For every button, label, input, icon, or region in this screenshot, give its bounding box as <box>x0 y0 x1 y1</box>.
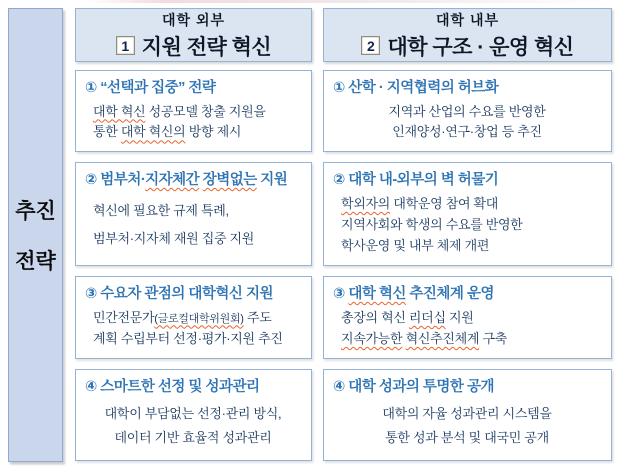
text-segment: 데이터 기반 효율적 성과관리 <box>114 429 272 445</box>
strategy-box <box>323 276 612 359</box>
misspelled-text: 혁신추진체계 <box>405 330 480 346</box>
header-external-subtitle: 대학 외부 <box>162 11 225 28</box>
sidebar-promotion-strategy <box>8 8 63 462</box>
text-segment: 대학운영 참여 확대 <box>390 195 499 211</box>
strategy-box <box>323 369 612 461</box>
strategy-box-body <box>85 99 303 145</box>
text-segment: 혁신에 필요한 규제 특례, <box>93 202 229 218</box>
text-segment: 구축 <box>479 330 507 346</box>
text-segment: ① “선택과 집중” 전략 <box>85 80 216 96</box>
body-line <box>85 430 301 446</box>
text-segment: 지역과 산업의 수요를 반영한 <box>388 103 546 119</box>
body-line <box>333 406 601 422</box>
boxed-number-1: 1 <box>116 36 135 55</box>
strategy-box-title <box>333 282 603 303</box>
strategy-box-body <box>85 305 303 352</box>
body-line <box>93 231 301 247</box>
body-line <box>341 196 601 212</box>
strategy-box-body <box>333 305 603 352</box>
strategy-box <box>323 162 612 266</box>
boxed-number-2: 2 <box>361 36 380 55</box>
column-internal <box>323 8 612 461</box>
sidebar-label-line1: 추진 <box>15 200 56 223</box>
text-segment: 성공모델 창출 지원을 <box>145 103 266 119</box>
strategy-box-body <box>333 191 603 259</box>
strategy-box-title <box>85 282 303 303</box>
strategy-box-body <box>85 398 303 454</box>
body-line <box>341 331 601 347</box>
misspelled-text: 리더십 <box>408 309 446 325</box>
text-segment: ④ 대학 성과의 투명한 공개 <box>333 379 494 395</box>
strategy-box <box>75 70 312 152</box>
body-line <box>333 124 601 140</box>
text-segment: ③ <box>333 286 349 302</box>
text-segment: 총장의 혁신 <box>341 309 409 325</box>
text-segment: 대학의 자율 성과관리 시스템을 <box>382 405 552 421</box>
text-segment: 방향 제시 <box>185 124 242 140</box>
body-line <box>333 430 601 446</box>
text-segment: 주도 <box>243 309 272 325</box>
text-segment: 통한 성과 분석 및 대국민 공개 <box>385 429 549 445</box>
strategy-box-body <box>333 398 603 454</box>
column-external <box>75 8 312 461</box>
strategy-box-title <box>85 375 303 396</box>
strategy-box-body <box>333 99 603 145</box>
strategy-box-title <box>333 76 603 97</box>
text-segment: 인재양성·연구·창업 등 추진 <box>392 124 542 140</box>
misspelled-text: 지자체간 <box>145 172 200 188</box>
header-internal-subtitle: 대학 내부 <box>436 11 499 28</box>
strategy-box <box>75 162 312 266</box>
body-line <box>93 331 301 347</box>
header-external-titlerow <box>116 31 271 61</box>
text-segment: 지역사회와 학생의 수요를 반영한 <box>341 216 523 232</box>
strategy-box-title <box>333 375 603 396</box>
strategy-box-title <box>333 168 603 189</box>
strategy-box <box>75 276 312 359</box>
body-line <box>341 310 601 326</box>
scan-artifact-line <box>85 0 615 3</box>
body-line <box>93 310 301 327</box>
body-line <box>333 104 601 120</box>
misspelled-text: 대학 혁신의 <box>120 124 186 140</box>
text-segment: 통한 <box>93 124 121 140</box>
text-segment: ④ 스마트한 선정 및 성과관리 <box>85 379 260 395</box>
text-segment: 학사운영 및 내부 체제 개편 <box>341 237 490 253</box>
strategy-box-title <box>85 168 303 189</box>
strategy-box-body <box>85 191 303 259</box>
boxes-internal <box>323 70 612 461</box>
body-line <box>341 238 601 254</box>
text-segment: ③ 수요자 관점의 대학혁신 지원 <box>85 286 273 302</box>
body-line <box>93 104 301 120</box>
strategy-box-title <box>85 76 303 97</box>
body-line <box>85 406 301 422</box>
body-line <box>93 124 301 140</box>
text-segment: 계획 수립부터 선정·평가·지원 추진 <box>93 331 283 347</box>
text-segment: 지원 <box>256 172 288 188</box>
sidebar-label-line2: 전략 <box>15 250 56 273</box>
text-segment: 범부처·지자체 재원 집중 지원 <box>93 230 255 246</box>
header-external-title: 지원 전략 혁신 <box>141 35 272 59</box>
body-line <box>93 203 301 219</box>
text-segment: 대학이 부담없는 선정·관리 방식, <box>104 405 282 421</box>
misspelled-text: 지속가능한 <box>341 330 403 346</box>
misspelled-text: 학외자의 <box>341 195 391 211</box>
header-internal-title: 대학 구조 · 운영 혁신 <box>387 35 574 59</box>
header-internal-titlerow <box>361 31 573 61</box>
strategy-box <box>323 70 612 152</box>
body-line <box>341 217 601 233</box>
misspelled-text: 대학 혁신 <box>348 286 406 302</box>
strategy-box <box>75 369 312 461</box>
text-segment: ② 범부처· <box>85 172 146 188</box>
text-segment: 추진체계 운영 <box>405 286 494 302</box>
text-segment: 지원 <box>445 309 474 325</box>
misspelled-text: 장벽없는 <box>202 172 257 188</box>
header-internal <box>323 8 612 62</box>
text-segment: ① 산학 · 지역협력의 허브화 <box>333 80 499 96</box>
misspelled-text: (글로컬대학위원회) <box>154 312 244 325</box>
text-segment: 민간전문가 <box>93 309 155 325</box>
text-segment: ② 대학 내-외부의 벽 허물기 <box>333 172 499 188</box>
boxes-external <box>75 70 312 461</box>
header-external <box>75 8 312 62</box>
misspelled-text: 대학 혁신 <box>93 103 146 119</box>
